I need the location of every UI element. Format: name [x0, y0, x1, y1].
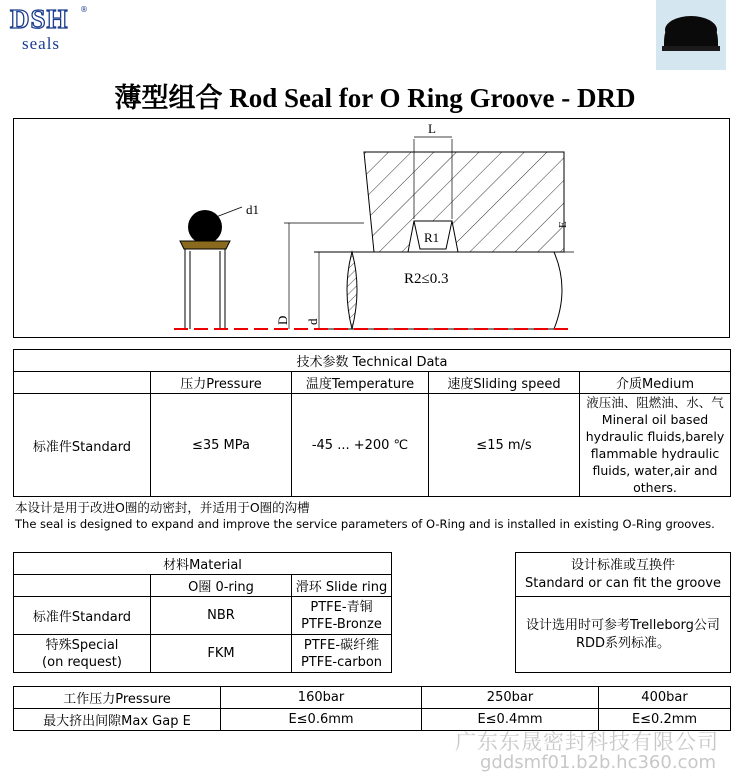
- pressure-value: ≤35 MPa: [151, 394, 292, 497]
- note-chinese: 本设计是用于改进O圈的动密封，并适用于O圈的沟槽: [15, 500, 310, 515]
- speed-value: ≤15 m/s: [429, 394, 580, 497]
- special-slide-en: PTFE-carbon: [300, 654, 383, 670]
- standard-slide: [292, 597, 392, 635]
- standard-table: [515, 552, 731, 673]
- label-l: L: [428, 121, 436, 136]
- gap-02: E≤0.2mm: [599, 709, 731, 731]
- product-image: [656, 0, 726, 70]
- material-standard-label: 标准件Standard: [14, 597, 151, 635]
- pressure-label: 工作压力Pressure: [14, 687, 221, 709]
- standard-slide-en: PTFE-Bronze: [301, 616, 382, 632]
- pressure-250: 250bar: [422, 687, 599, 709]
- label-D: D: [275, 315, 290, 325]
- special-slide: [292, 635, 392, 673]
- col-temperature: 温度Temperature: [292, 372, 429, 394]
- standard-body: 设计选用时可参考Trelleborg公司RDD系列标准。: [516, 597, 731, 673]
- technical-drawing: [14, 119, 729, 337]
- standard-slide-cn: PTFE-青铜: [310, 599, 373, 615]
- watermark-company: 广东东晟密封科技有限公司: [455, 730, 719, 754]
- col-oring: O圈 0-ring: [151, 575, 292, 597]
- label-d: d: [305, 318, 320, 325]
- special-label-cn: 特殊Special: [45, 637, 119, 653]
- material-heading: 材料Material: [14, 553, 392, 575]
- watermark-url: gddsmf01.b2b.hc360.com: [480, 752, 717, 773]
- technical-drawing-frame: [13, 118, 730, 338]
- medium-en: Mineral oil based hydraulic fluids,barely flammable hydraulic fluids, water,air and others.: [585, 412, 725, 495]
- material-special-label: [14, 635, 151, 673]
- tech-heading: 技术参数 Technical Data: [14, 350, 731, 372]
- temperature-value: -45 ... +200 ℃: [292, 394, 429, 497]
- label-r1: R1: [424, 230, 440, 245]
- logo-sub: seals: [22, 34, 61, 53]
- o-ring-icon: [188, 210, 222, 244]
- row-standard-label: 标准件Standard: [14, 394, 151, 497]
- pressure-400: 400bar: [599, 687, 731, 709]
- pressure-160: 160bar: [221, 687, 422, 709]
- special-slide-cn: PTFE-碳纤维: [303, 637, 380, 653]
- gap-label: 最大挤出间隙Max Gap E: [14, 709, 221, 731]
- note-english: The seal is designed to expand and improve the service parameters of O-Ring and is installed in existing O-Ring grooves.: [15, 517, 715, 531]
- slide-ring-icon: [180, 241, 230, 249]
- technical-data-table: [13, 349, 731, 497]
- registered-mark: ®: [80, 5, 88, 14]
- standard-heading-en: Standard or can fit the groove: [525, 575, 721, 591]
- material-corner-cell: [14, 575, 151, 597]
- medium-cn: 液压油、阻燃油、水、气: [586, 395, 724, 410]
- page-title: 薄型组合 Rod Seal for O Ring Groove - DRD: [114, 83, 636, 113]
- company-logo: [8, 5, 90, 55]
- tech-corner-cell: [14, 372, 151, 394]
- gap-04: E≤0.4mm: [422, 709, 599, 731]
- special-oring: FKM: [151, 635, 292, 673]
- material-table: [13, 552, 392, 673]
- col-speed: 速度Sliding speed: [429, 372, 580, 394]
- col-pressure: 压力Pressure: [151, 372, 292, 394]
- standard-heading-cn: 设计标准或互换件: [570, 557, 675, 573]
- special-label-en: (on request): [42, 654, 122, 670]
- col-slide-ring: 滑环 Slide ring: [292, 575, 392, 597]
- medium-value: [580, 394, 731, 497]
- gap-06: E≤0.6mm: [221, 709, 422, 731]
- gap-table: [13, 686, 731, 731]
- label-d1: d1: [246, 202, 259, 217]
- logo-text: DSH: [10, 4, 69, 34]
- standard-heading: [516, 553, 731, 597]
- standard-oring: NBR: [151, 597, 292, 635]
- col-medium: 介质Medium: [580, 372, 731, 394]
- label-e: E: [557, 221, 569, 228]
- label-r2: R2≤0.3: [404, 271, 449, 287]
